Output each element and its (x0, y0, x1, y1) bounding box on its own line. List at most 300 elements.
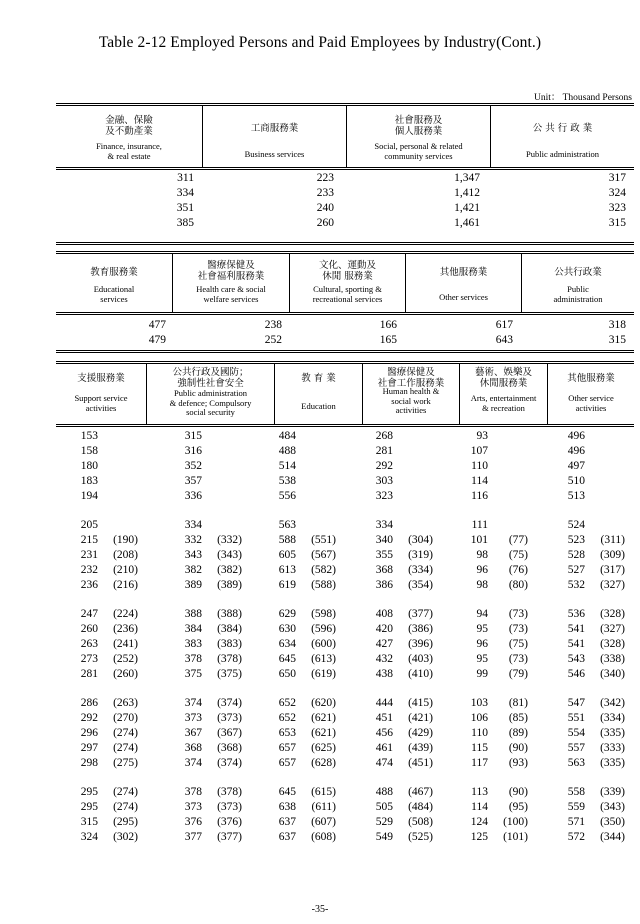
cell-value: 514 (278, 460, 296, 472)
cell-value: 645 (278, 786, 296, 798)
cell-value: 334 (375, 519, 393, 531)
col-header-en-line: Health care & social (196, 284, 266, 294)
col-header-zh-line: 其他服務業 (567, 373, 615, 384)
cell-value: 505 (375, 801, 393, 813)
cell-paid-employees: (334) (600, 712, 625, 724)
cell-paid-employees: (319) (408, 549, 433, 561)
cell-value: 103 (470, 697, 488, 709)
table-title: Table 2-12 Employed Persons and Paid Employees by Industry(Cont.) (98, 34, 542, 51)
section1-col-header-2 (202, 106, 346, 167)
col-header-en (491, 150, 634, 160)
col-header-zh (347, 116, 490, 137)
cell-value: 332 (184, 534, 202, 546)
table-row (56, 333, 634, 348)
cell-value: 315 (80, 816, 98, 828)
cell-paid-employees: (90) (508, 786, 528, 798)
cell-value: 619 (278, 579, 296, 591)
cell-value: 334 (184, 519, 202, 531)
col-header-zh (460, 368, 547, 389)
cell-paid-employees: (75) (508, 549, 528, 561)
section3-col-header-1 (56, 364, 146, 424)
cell-value: 298 (80, 757, 98, 769)
cell-value: 343 (184, 549, 202, 561)
section3-rows (56, 429, 634, 845)
section1-col-header-1 (56, 106, 202, 167)
cell-paid-employees: (596) (311, 623, 336, 635)
cell-paid-employees: (93) (508, 757, 528, 769)
col-header-zh-line: 公 共 行 政 業 (532, 123, 593, 134)
col-header-en-line: Education (301, 401, 336, 411)
cell-value: 653 (278, 727, 296, 739)
cell-paid-employees: (619) (311, 668, 336, 680)
cell-paid-employees: (375) (217, 668, 242, 680)
cell-paid-employees: (263) (113, 697, 138, 709)
table-row (56, 318, 634, 333)
cell-paid-employees: (317) (600, 564, 625, 576)
cell-value: 107 (470, 445, 488, 457)
cell-value: 497 (567, 460, 585, 472)
cell-value: 384 (184, 623, 202, 635)
cell-value: 572 (567, 831, 585, 843)
cell-paid-employees: (374) (217, 757, 242, 769)
cell-value: 110 (471, 460, 488, 472)
cell-paid-employees: (274) (113, 727, 138, 739)
cell-value: 643 (495, 334, 513, 346)
cell-paid-employees: (598) (311, 608, 336, 620)
cell-value: 527 (567, 564, 585, 576)
col-header-en-line: Cultural, sporting & (313, 284, 382, 294)
table-row (56, 696, 634, 711)
cell-value: 538 (278, 475, 296, 487)
cell-value: 536 (567, 608, 585, 620)
section2-rows (56, 318, 634, 348)
col-header-en-line: activities (395, 405, 427, 415)
cell-value: 240 (316, 202, 334, 214)
col-header-zh-line: 個人服務業 (394, 125, 443, 137)
cell-value: 115 (471, 742, 488, 754)
cell-value: 110 (471, 727, 488, 739)
table-row (56, 622, 634, 637)
cell-paid-employees: (567) (311, 549, 336, 561)
cell-value: 388 (184, 608, 202, 620)
cell-value: 93 (476, 430, 488, 442)
section3-col-header-5 (459, 364, 547, 424)
section2-col-header-4 (405, 254, 521, 312)
cell-value: 657 (278, 757, 296, 769)
col-header-en-line: Public (567, 284, 589, 294)
col-header-en (522, 285, 634, 304)
col-header-en-line: Public administration (526, 149, 599, 159)
cell-value: 252 (264, 334, 282, 346)
cell-paid-employees: (339) (600, 786, 625, 798)
cell-paid-employees: (373) (217, 801, 242, 813)
col-header-en-line: & real estate (107, 150, 151, 161)
cell-paid-employees: (628) (311, 757, 336, 769)
col-header-zh-line: 醫療保健及 (207, 260, 255, 271)
cell-value: 408 (375, 608, 393, 620)
cell-value: 117 (471, 757, 488, 769)
col-header-en-line: Educational (93, 284, 135, 294)
cell-paid-employees: (350) (600, 816, 625, 828)
col-header-zh (406, 268, 521, 279)
cell-value: 617 (495, 319, 513, 331)
cell-paid-employees: (484) (408, 801, 433, 813)
cell-value: 334 (176, 187, 194, 199)
section2-col-header-2 (172, 254, 289, 312)
col-header-zh-line: 社會服務及 (394, 115, 443, 126)
col-header-zh-line: 公共行政及國防； (172, 367, 249, 378)
cell-value: 281 (375, 445, 393, 457)
col-header-en-line: Arts, entertainment (470, 393, 537, 403)
cell-value: 340 (375, 534, 393, 546)
cell-value: 377 (184, 831, 202, 843)
col-header-zh-line: 支援服務業 (77, 373, 125, 384)
cell-paid-employees: (80) (508, 579, 528, 591)
cell-value: 315 (608, 217, 626, 229)
cell-paid-employees: (608) (311, 831, 336, 843)
cell-paid-employees: (73) (508, 653, 528, 665)
cell-value: 386 (375, 579, 393, 591)
cell-value: 420 (375, 623, 393, 635)
cell-value: 205 (80, 519, 98, 531)
col-header-zh-line: 文化、運動及 (318, 260, 376, 271)
col-header-zh (290, 261, 405, 282)
cell-value: 368 (184, 742, 202, 754)
col-header-zh-line: 醫療保健及 (387, 367, 435, 378)
page-number: -35- (311, 904, 329, 915)
cell-paid-employees: (621) (311, 727, 336, 739)
cell-value: 99 (476, 668, 488, 680)
cell-value: 233 (316, 187, 334, 199)
cell-paid-employees: (367) (217, 727, 242, 739)
cell-value: 281 (80, 668, 98, 680)
cell-value: 630 (278, 623, 296, 635)
cell-value: 373 (184, 801, 202, 813)
cell-paid-employees: (613) (311, 653, 336, 665)
col-header-zh (56, 116, 202, 137)
cell-value: 296 (80, 727, 98, 739)
cell-value: 247 (80, 608, 98, 620)
cell-paid-employees: (274) (113, 786, 138, 798)
col-header-zh-line: 社會福利服務業 (197, 270, 265, 282)
col-header-zh-line: 公共行政業 (554, 267, 602, 278)
col-header-en-line: services (100, 293, 128, 304)
col-header-en-line: activities (575, 402, 607, 413)
cell-value: 477 (148, 319, 166, 331)
col-header-zh (147, 368, 274, 389)
cell-value: 488 (278, 445, 296, 457)
cell-value: 385 (176, 217, 194, 229)
cell-value: 323 (608, 202, 626, 214)
cell-value: 95 (476, 623, 488, 635)
cell-paid-employees: (410) (408, 668, 433, 680)
cell-value: 513 (567, 490, 585, 502)
cell-value: 351 (176, 202, 194, 214)
cell-paid-employees: (335) (600, 757, 625, 769)
col-header-zh (491, 124, 634, 135)
cell-value: 295 (80, 786, 98, 798)
cell-paid-employees: (90) (508, 742, 528, 754)
col-header-zh (173, 261, 289, 282)
section-divider-1 (56, 242, 634, 245)
cell-value: 215 (80, 534, 98, 546)
cell-paid-employees: (354) (408, 579, 433, 591)
cell-paid-employees: (85) (508, 712, 528, 724)
section3-col-header-6 (547, 364, 634, 424)
col-header-zh (275, 374, 362, 385)
col-header-zh-line: 社會工作服務業 (377, 377, 445, 389)
col-header-zh-line: 教 育 業 (301, 373, 336, 384)
cell-value: 382 (184, 564, 202, 576)
cell-value: 484 (278, 430, 296, 442)
table-row (56, 216, 634, 231)
cell-paid-employees: (376) (217, 816, 242, 828)
cell-paid-employees: (332) (217, 534, 242, 546)
cell-paid-employees: (343) (217, 549, 242, 561)
cell-value: 180 (80, 460, 98, 472)
section3-col-header-3 (274, 364, 362, 424)
cell-value: 95 (476, 653, 488, 665)
cell-value: 652 (278, 697, 296, 709)
cell-paid-employees: (210) (113, 564, 138, 576)
cell-value: 367 (184, 727, 202, 739)
cell-value: 557 (567, 742, 585, 754)
col-header-en (203, 150, 346, 160)
cell-value: 378 (184, 653, 202, 665)
cell-value: 94 (476, 608, 488, 620)
col-header-en-line: Finance, insurance, (96, 141, 162, 151)
col-header-en-line: administration (553, 293, 603, 304)
cell-value: 638 (278, 801, 296, 813)
cell-value: 378 (184, 786, 202, 798)
cell-paid-employees: (377) (408, 608, 433, 620)
col-header-zh-line: 休閒 服務業 (322, 270, 373, 282)
cell-value: 1,347 (454, 172, 480, 184)
cell-paid-employees: (328) (600, 608, 625, 620)
section3-col-header-2 (146, 364, 274, 424)
cell-value: 456 (375, 727, 393, 739)
cell-value: 153 (80, 430, 98, 442)
cell-paid-employees: (439) (408, 742, 433, 754)
cell-value: 549 (375, 831, 393, 843)
cell-paid-employees: (327) (600, 579, 625, 591)
cell-paid-employees: (338) (600, 653, 625, 665)
table-row (56, 800, 634, 815)
cell-value: 634 (278, 638, 296, 650)
cell-paid-employees: (274) (113, 742, 138, 754)
cell-paid-employees: (421) (408, 712, 433, 724)
cell-paid-employees: (389) (217, 579, 242, 591)
section2-col-header-3 (289, 254, 405, 312)
cell-paid-employees: (208) (113, 549, 138, 561)
cell-paid-employees: (295) (113, 816, 138, 828)
col-header-en-line: welfare services (203, 293, 259, 304)
cell-paid-employees: (342) (600, 697, 625, 709)
col-header-en (290, 285, 405, 304)
col-header-zh (203, 124, 346, 135)
cell-paid-employees: (343) (600, 801, 625, 813)
cell-value: 303 (375, 475, 393, 487)
col-header-zh-line: 藝術、娛樂及 (474, 367, 532, 378)
cell-value: 323 (375, 490, 393, 502)
cell-paid-employees: (582) (311, 564, 336, 576)
cell-paid-employees: (77) (508, 534, 528, 546)
section-divider-2 (56, 350, 634, 353)
cell-value: 260 (316, 217, 334, 229)
cell-value: 316 (184, 445, 202, 457)
cell-paid-employees: (467) (408, 786, 433, 798)
cell-value: 106 (470, 712, 488, 724)
cell-paid-employees: (81) (508, 697, 528, 709)
cell-value: 541 (567, 638, 585, 650)
cell-value: 657 (278, 742, 296, 754)
section1-col-header-3 (346, 106, 490, 167)
cell-paid-employees: (429) (408, 727, 433, 739)
cell-value: 286 (80, 697, 98, 709)
cell-value: 479 (148, 334, 166, 346)
cell-value: 260 (80, 623, 98, 635)
cell-paid-employees: (241) (113, 638, 138, 650)
col-header-en-line: & recreation (482, 402, 525, 413)
cell-paid-employees: (95) (508, 801, 528, 813)
cell-value: 529 (375, 816, 393, 828)
cell-value: 292 (375, 460, 393, 472)
cell-value: 324 (80, 831, 98, 843)
cell-value: 523 (567, 534, 585, 546)
cell-value: 645 (278, 653, 296, 665)
cell-value: 194 (80, 490, 98, 502)
cell-value: 559 (567, 801, 585, 813)
cell-paid-employees: (327) (600, 623, 625, 635)
cell-value: 315 (184, 430, 202, 442)
table-row (56, 489, 634, 504)
cell-value: 605 (278, 549, 296, 561)
section2-header (56, 251, 634, 315)
cell-value: 376 (184, 816, 202, 828)
cell-value: 650 (278, 668, 296, 680)
col-header-zh-line: 教育服務業 (90, 267, 138, 278)
cell-value: 541 (567, 623, 585, 635)
cell-paid-employees: (275) (113, 757, 138, 769)
table-row (56, 637, 634, 652)
col-header-zh-line: 金融、保險 (105, 115, 153, 126)
cell-paid-employees: (340) (600, 668, 625, 680)
cell-value: 114 (471, 475, 488, 487)
cell-value: 488 (375, 786, 393, 798)
cell-value: 231 (80, 549, 98, 561)
cell-value: 451 (375, 712, 393, 724)
cell-paid-employees: (304) (408, 534, 433, 546)
cell-value: 375 (184, 668, 202, 680)
col-header-en-line: social work (391, 395, 431, 406)
cell-paid-employees: (309) (600, 549, 625, 561)
section1-header (56, 103, 634, 170)
cell-value: 158 (80, 445, 98, 457)
cell-value: 114 (471, 801, 488, 813)
col-header-en (56, 285, 172, 304)
cell-paid-employees: (403) (408, 653, 433, 665)
cell-value: 532 (567, 579, 585, 591)
cell-value: 368 (375, 564, 393, 576)
cell-paid-employees: (100) (503, 816, 528, 828)
cell-value: 315 (608, 334, 626, 346)
cell-value: 374 (184, 757, 202, 769)
cell-value: 124 (470, 816, 488, 828)
cell-paid-employees: (378) (217, 786, 242, 798)
cell-paid-employees: (615) (311, 786, 336, 798)
table-row (56, 652, 634, 667)
col-header-en-line: Other service (568, 393, 614, 403)
cell-paid-employees: (625) (311, 742, 336, 754)
cell-paid-employees: (79) (508, 668, 528, 680)
cell-value: 297 (80, 742, 98, 754)
cell-value: 571 (567, 816, 585, 828)
cell-paid-employees: (270) (113, 712, 138, 724)
cell-value: 263 (80, 638, 98, 650)
cell-value: 374 (184, 697, 202, 709)
cell-value: 563 (278, 519, 296, 531)
col-header-en-line: community services (384, 150, 453, 161)
cell-paid-employees: (311) (600, 534, 625, 546)
table-row (56, 459, 634, 474)
table-row (56, 726, 634, 741)
cell-value: 528 (567, 549, 585, 561)
col-header-en (460, 394, 547, 413)
cell-value: 444 (375, 697, 393, 709)
table-row (56, 518, 634, 533)
cell-value: 96 (476, 638, 488, 650)
cell-value: 352 (184, 460, 202, 472)
cell-paid-employees: (508) (408, 816, 433, 828)
col-header-en (548, 394, 634, 413)
cell-paid-employees: (588) (311, 579, 336, 591)
col-header-en-line: Social, personal & related (374, 141, 463, 151)
col-header-en (56, 394, 146, 413)
cell-paid-employees: (333) (600, 742, 625, 754)
cell-value: 613 (278, 564, 296, 576)
col-header-en-line: Other services (439, 292, 488, 302)
cell-paid-employees: (415) (408, 697, 433, 709)
cell-paid-employees: (224) (113, 608, 138, 620)
cell-paid-employees: (373) (217, 712, 242, 724)
cell-value: 1,421 (454, 202, 480, 214)
cell-value: 96 (476, 564, 488, 576)
cell-value: 629 (278, 608, 296, 620)
table-row (56, 741, 634, 756)
cell-value: 524 (567, 519, 585, 531)
table-row (56, 563, 634, 578)
section3-col-header-4 (362, 364, 459, 424)
cell-value: 383 (184, 638, 202, 650)
cell-value: 389 (184, 579, 202, 591)
cell-value: 357 (184, 475, 202, 487)
cell-value: 317 (608, 172, 626, 184)
cell-paid-employees: (607) (311, 816, 336, 828)
col-header-zh-line: 其他服務業 (439, 267, 488, 278)
cell-value: 496 (567, 430, 585, 442)
col-header-en-line: activities (85, 402, 117, 413)
cell-value: 1,412 (454, 187, 480, 199)
cell-paid-employees: (190) (113, 534, 138, 546)
table-row (56, 548, 634, 563)
cell-paid-employees: (76) (508, 564, 528, 576)
cell-paid-employees: (260) (113, 668, 138, 680)
cell-paid-employees: (451) (408, 757, 433, 769)
col-header-en-line: social security (186, 407, 235, 417)
section2-col-header-5 (521, 254, 634, 312)
cell-value: 166 (379, 319, 397, 331)
cell-value: 292 (80, 712, 98, 724)
